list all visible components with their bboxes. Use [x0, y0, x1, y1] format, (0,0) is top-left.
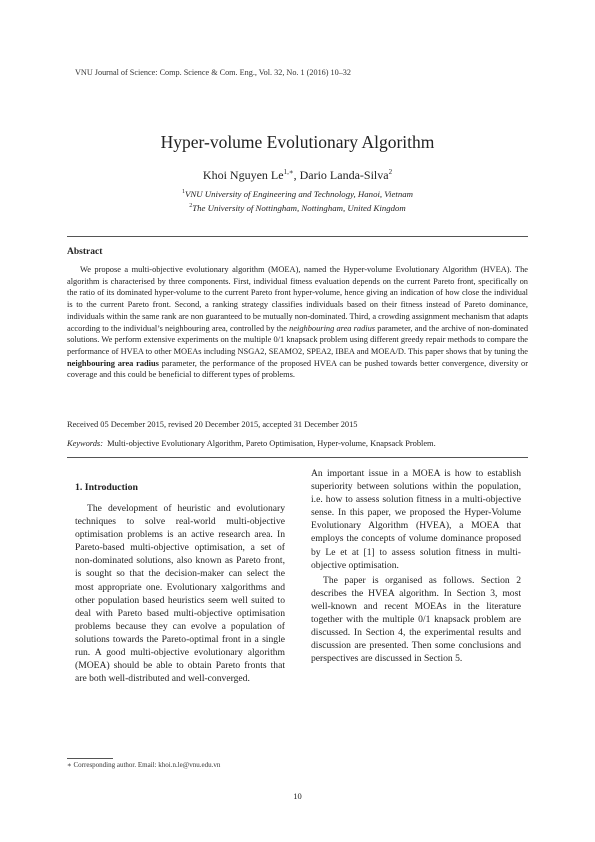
- abstract-text: [67, 264, 528, 381]
- author-1: Khoi Nguyen Le: [202, 168, 284, 182]
- abstract-heading: Abstract: [67, 247, 103, 257]
- author-separator: ,: [293, 168, 300, 182]
- footnote-rule: [67, 758, 113, 759]
- right-column: [311, 467, 521, 665]
- abstract-part-1: We propose a multi-objective evolutionary algorithm (MOEA), named the Hyper-volume Evolutionary Algorithm (HVEA). The algorithm is characterised by three components. First, individual fitness evaluation depends on the current Pareto front, specifically on the ratio of its dominated hyper-volume to the current Pareto front hyper-volume, hence giving an indication of how close the individual is to the current Pareto front. Second, a ranking strategy classifies individuals based on their fitness instead of Pareto dominance, individuals within the same rank are non guaranteed to be mutually non-dominated. Third, a crowding assignment mechanism that adapts according to the individual’s neighbouring area, controlled by the: [67, 265, 528, 333]
- keywords-label: Keywords:: [67, 439, 103, 448]
- left-column: [75, 502, 285, 685]
- section-heading-introduction: 1. Introduction: [75, 482, 138, 493]
- affiliation-1: [0, 189, 595, 199]
- abstract-part-2: parameter, and the archive of non-dominated solutions. We perform extensive experiments on the multiple 0/1 knapsack problem using different greedy repair methods to compare the performance of HVEA to other MOEAs including NSGA2, SEAMO2, SPEA2, IBEA and MOEA/D. This paper shows that by tuning the: [67, 323, 529, 356]
- abstract-bold-term: neighbouring area radius: [67, 358, 159, 368]
- author-2-sup: 2: [388, 168, 393, 176]
- keywords-text: Multi-objective Evolutionary Algorithm, Pareto Optimisation, Hyper-volume, Knapsack Problem.: [107, 439, 436, 448]
- page-number: 10: [293, 791, 302, 801]
- affiliation-1-sup: 1: [182, 189, 186, 196]
- affiliation-2: [0, 203, 595, 213]
- received-dates: Received 05 December 2015, revised 20 December 2015, accepted 31 December 2015: [67, 420, 358, 429]
- intro-paragraph-1: The development of heuristic and evolutionary techniques to solve real-world multi-objective optimisation problems is an active research area. In Pareto-based multi-objective optimisation, a set of non-dominated solutions, also known as Pareto front, is sought so that the decision-maker can select the most appropriate one. Evolutionary xalgorithms and other population based heuristics seem well suited to deal with Pareto based multi-objective optimisation problems because they can evolve a population of solutions towards the Pareto-optimal front in a single run. A good multi-objective evolutionary algorithm (MOEA) should be able to obtain Pareto fronts that are both well-distributed and well-converged.: [75, 503, 285, 685]
- abstract-bottom-rule: [67, 457, 528, 458]
- affiliation-2-sup: 2: [189, 203, 193, 210]
- intro-paragraph-3: The paper is organised as follows. Section 2 describes the HVEA algorithm. In Section 3, most well-known and recent MOEAs in the literature together with the multiple 0/1 knapsack problem are discussed. In Section 4, the experimental results and discussion are presented. Then some conclusions and perspectives are discussed in Section 5.: [311, 574, 521, 665]
- abstract-top-rule: [67, 236, 528, 237]
- footnote: ∗ Corresponding author. Email: khoi.n.le@vnu.edu.vn: [67, 761, 221, 769]
- abstract-italic-term: neighbouring area radius: [289, 323, 376, 333]
- paper-title: Hyper-volume Evolutionary Algorithm: [160, 132, 435, 152]
- affiliation-2-text: The University of Nottingham, Nottingham, United Kingdom: [192, 203, 406, 213]
- author-1-sup: 1,∗: [283, 168, 294, 176]
- keywords: [67, 439, 537, 448]
- intro-paragraph-2: An important issue in a MOEA is how to establish superiority between solutions within the population, i.e. how to assess solution fitness in a multi-objective sense. In this paper, we proposed the Hyper-Volume Evolutionary Algorithm (HVEA), a MOEA that employs the concepts of volume dominance proposed by Le et at [1] to assess solution fitness in multi-objective optimisation.: [311, 468, 521, 571]
- abstract-part-3: parameter, the performance of the proposed HVEA can be pushed towards better convergence, diversity or coverage and this could be beneficial to different types of problems.: [67, 358, 529, 380]
- affiliation-1-text: VNU University of Engineering and Technology, Hanoi, Vietnam: [185, 189, 413, 199]
- author-2: Dario Landa-Silva: [299, 168, 389, 182]
- author-line: [0, 168, 595, 183]
- journal-header: VNU Journal of Science: Comp. Science & Com. Eng., Vol. 32, No. 1 (2016) 10–32: [75, 68, 351, 77]
